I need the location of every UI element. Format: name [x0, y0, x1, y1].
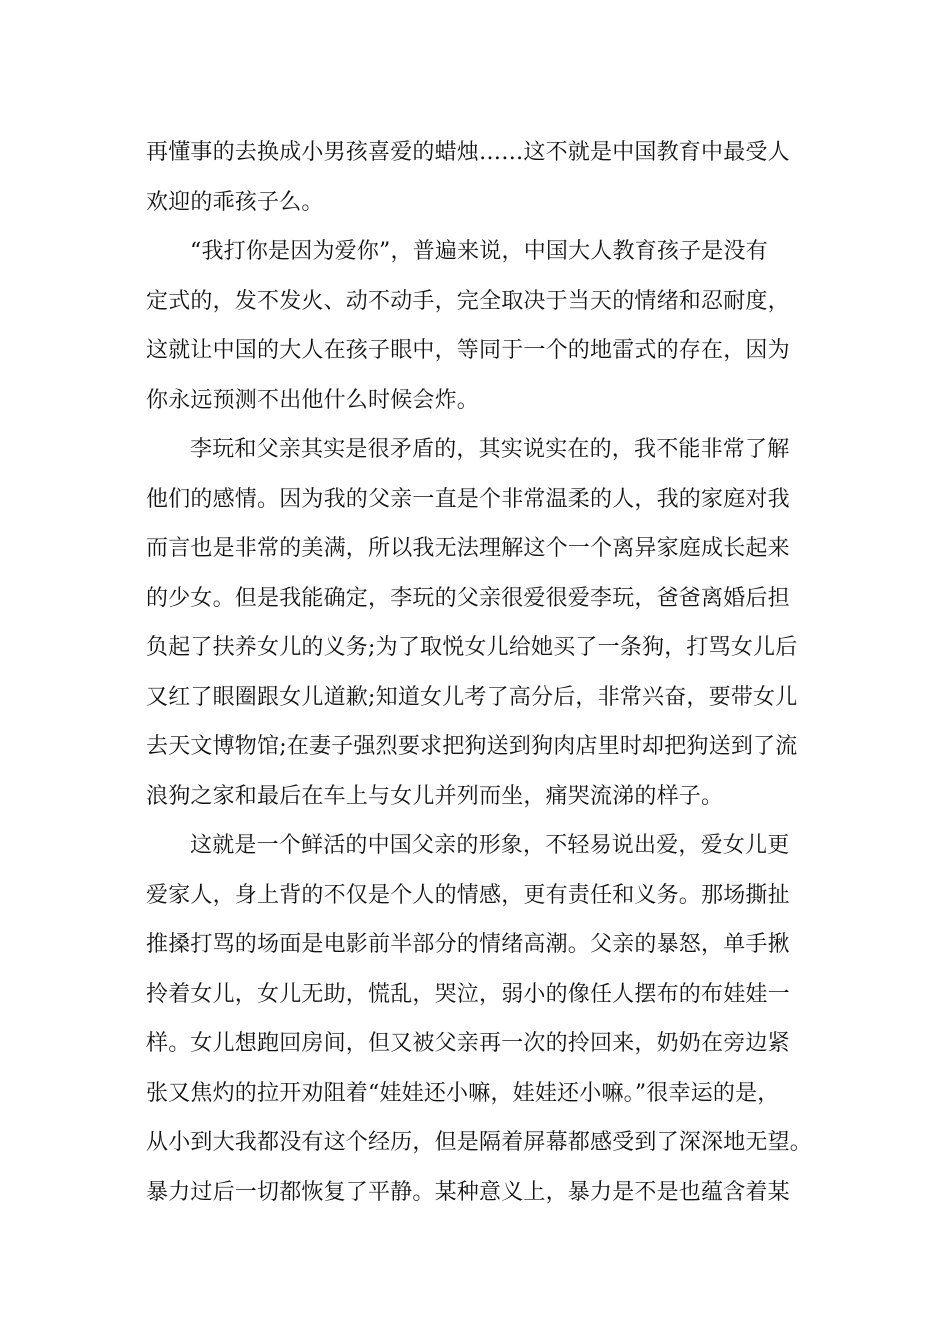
text-line: 定式的，发不发火、动不动手，完全取决于当天的情绪和忍耐度，	[146, 288, 790, 314]
text-line: 的少女。但是我能确定，李玩的父亲很爱很爱李玩，爸爸离婚后担	[146, 585, 790, 611]
text-line: 他们的感情。因为我的父亲一直是个非常温柔的人，我的家庭对我	[146, 486, 790, 512]
text-line: 又红了眼圈跟女儿道歉;知道女儿考了高分后，非常兴奋，要带女儿	[146, 684, 798, 710]
text-line: 张又焦灼的拉开劝阻着“娃娃还小嘛，娃娃还小嘛。”很幸运的是，	[146, 1080, 780, 1106]
text-line: 而言也是非常的美满，所以我无法理解这个一个离异家庭成长起来	[146, 536, 790, 561]
body-text	[146, 128, 813, 1217]
text-line: 欢迎的乖孩子么。	[146, 189, 324, 215]
text-line: 负起了扶养女儿的义务;为了取悦女儿给她买了一条狗，打骂女儿后	[146, 635, 798, 660]
text-line: 样。女儿想跑回房间，但又被父亲再一次的拎回来，奶奶在旁边紧	[146, 1031, 790, 1056]
paragraph-first-line: 李玩和父亲其实是很矛盾的，其实说实在的，我不能非常了解	[190, 437, 790, 462]
text-line: 推搡打骂的场面是电影前半部分的情绪高潮。父亲的暴怒，单手揪	[146, 932, 790, 957]
text-line: 爱家人，身上背的不仅是个人的情感，更有责任和义务。那场撕扯	[146, 882, 790, 908]
text-line: 这就让中国的大人在孩子眼中，等同于一个的地雷式的存在，因为	[146, 338, 790, 363]
text-line: 暴力过后一切都恢复了平静。某种意义上，暴力是不是也蕴含着某	[146, 1179, 790, 1205]
text-line: 拎着女儿，女儿无助，慌乱，哭泣，弱小的像任人摆布的布娃娃一	[146, 981, 790, 1007]
paragraph-first-line: 这就是一个鲜活的中国父亲的形象，不轻易说出爱，爱女儿更	[190, 833, 790, 858]
text-line: 从小到大我都没有这个经历，但是隔着屏幕都感受到了深深地无望。	[146, 1130, 813, 1155]
text-line: 浪狗之家和最后在车上与女儿并列而坐，痛哭流涕的样子。	[146, 783, 724, 809]
text-line: 再懂事的去换成小男孩喜爱的蜡烛……这不就是中国教育中最受人	[146, 140, 790, 165]
text-line: 去天文博物馆;在妻子强烈要求把狗送到狗肉店里时却把狗送到了流	[146, 734, 798, 759]
paragraph-first-line: “我打你是因为爱你”，普遍来说，中国大人教育孩子是没有	[190, 239, 768, 264]
text-line: 你永远预测不出他什么时候会炸。	[146, 387, 480, 413]
